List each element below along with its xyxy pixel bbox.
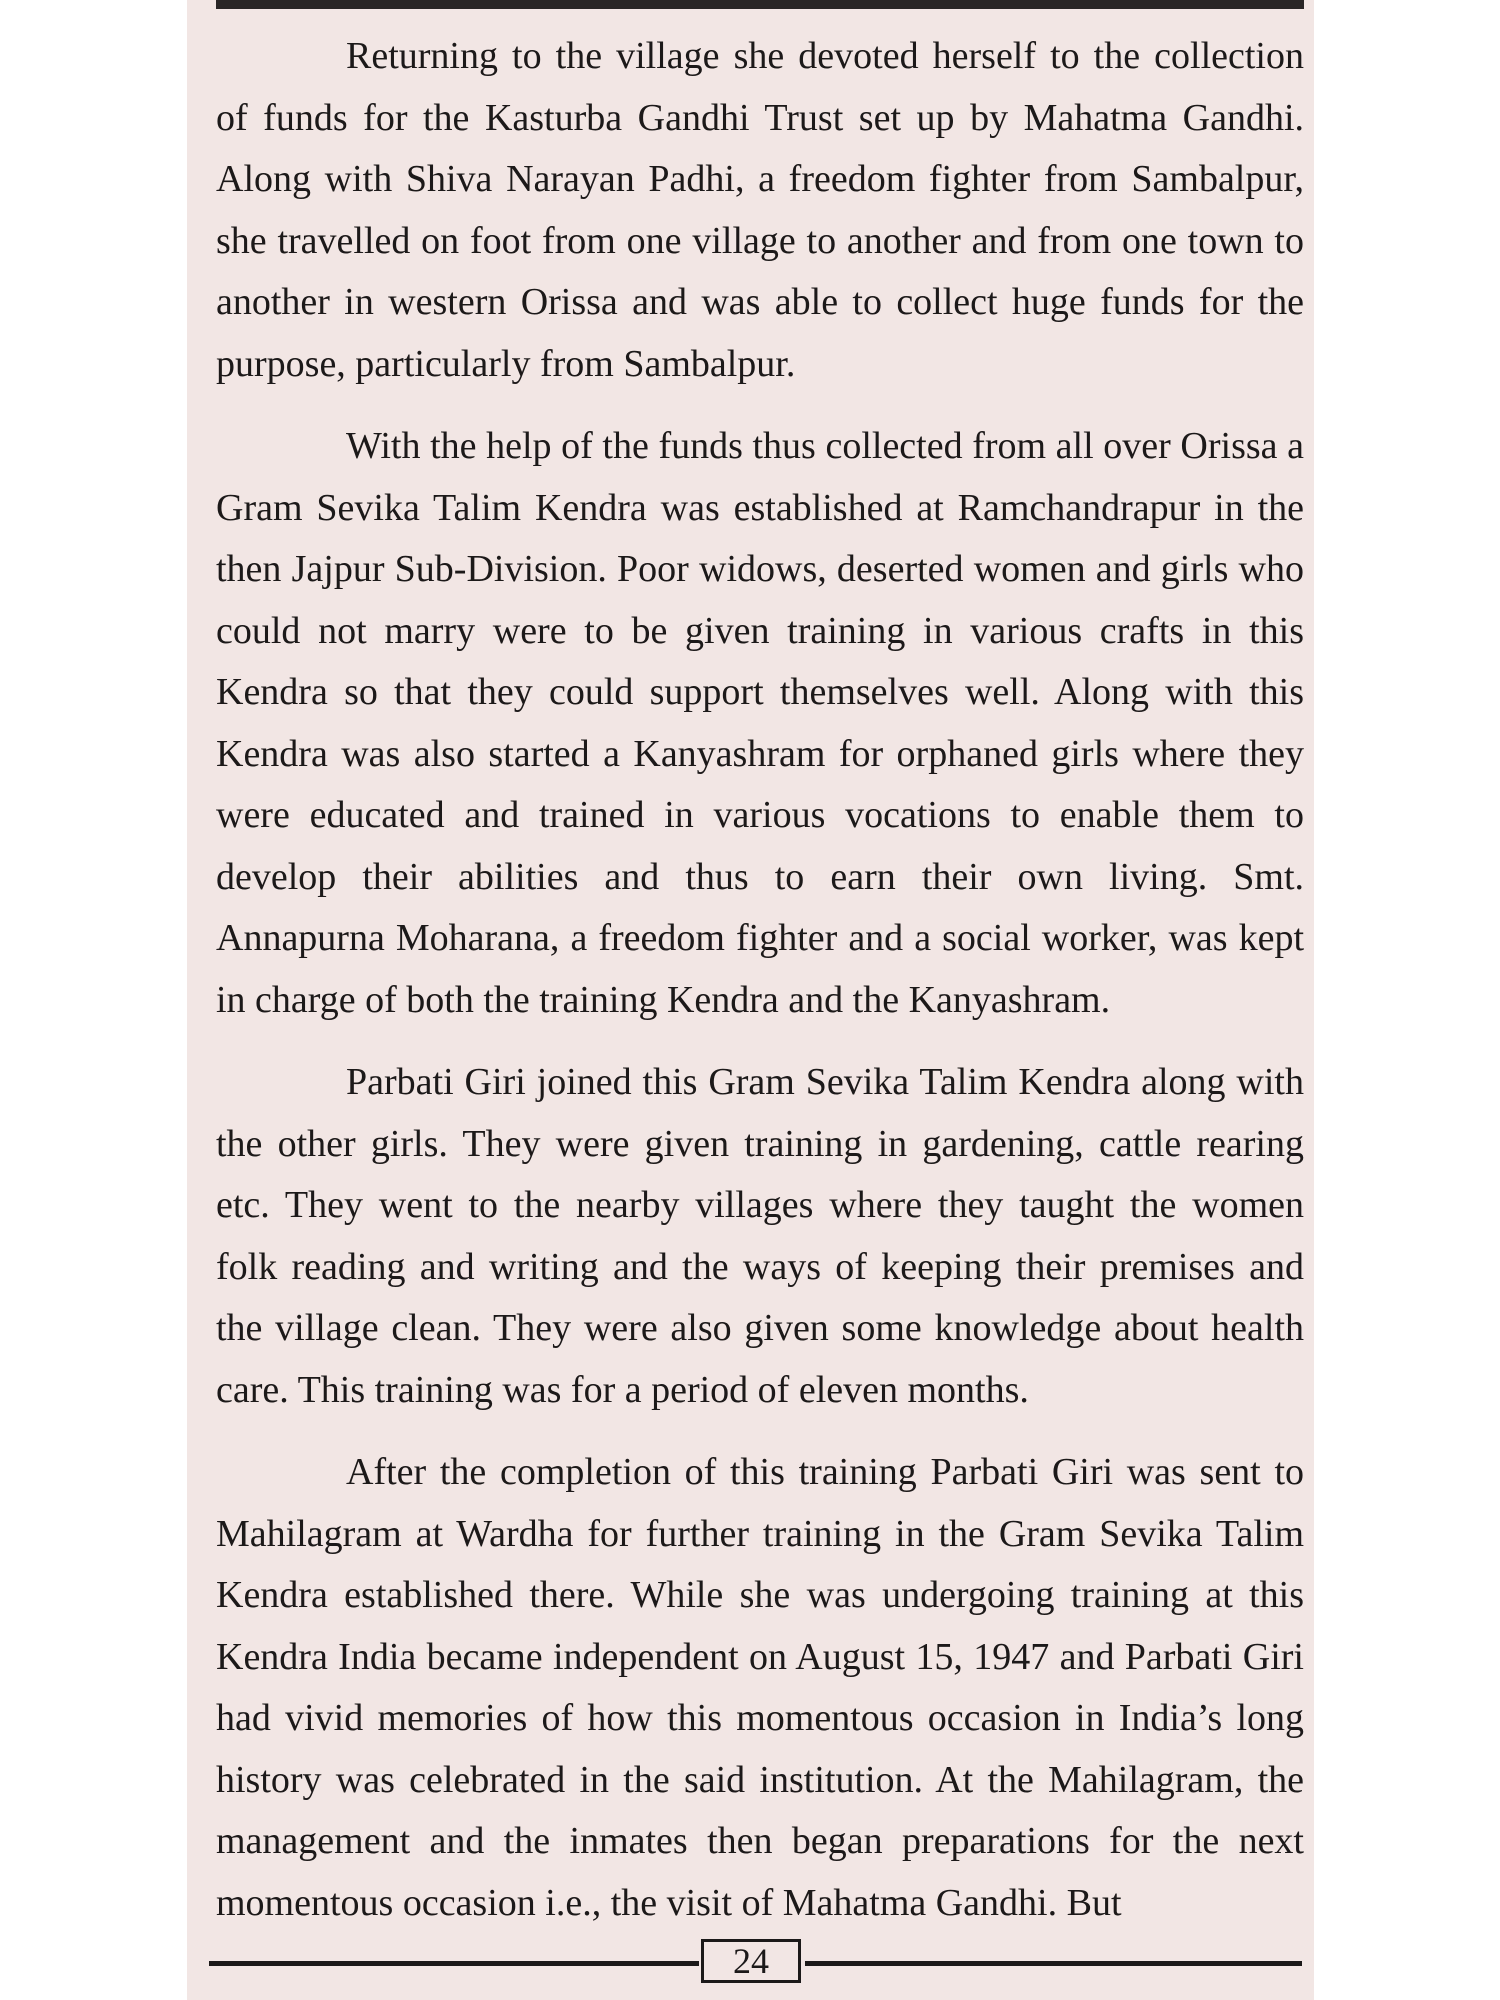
footer-rule-right (805, 1961, 1302, 1966)
paragraph-text: With the help of the funds thus collected from all over Orissa a Gram Sevika Talim Kendra was established at Ramchandrapur in the then Jajpur Sub-Division. Poor widows, deserted women and girls who could not marry were to be given training in various crafts in this Kendra so that they could support themselves well. Along with this Kendra was also started a Kanyashram for orphaned girls where they were educated and trained in various vocations to enable them to develop their abilities and thus to earn their own living. Smt. Annapurna Moharana, a freedom fighter and a social worker, was kept in charge of both the training Kendra and the Kanyashram. (216, 425, 1304, 1021)
paragraph-text: Returning to the village she devoted herself to the collection of funds for the Kasturba Gandhi Trust set up by Mahatma Gandhi. Along with Shiva Narayan Padhi, a freedom fighter from Sambalpur, she travelled on foot from one village to another and from one town to another in western Orissa and was able to collect huge funds for the purpose, particularly from Sambalpur. (216, 35, 1304, 385)
footer-rule-left (209, 1961, 699, 1966)
body-text (216, 26, 1304, 1934)
book-page (187, 0, 1314, 2000)
paragraph-text: Parbati Giri joined this Gram Sevika Talim Kendra along with the other girls. They were given training in gardening, cattle rearing etc. They went to the nearby villages where they taught the women folk reading and writing and the ways of keeping their premises and the village clean. They were also given some knowledge about health care. This training was for a period of eleven months. (216, 1061, 1304, 1411)
paragraph (216, 416, 1304, 1031)
page-number: 24 (701, 1939, 801, 1983)
paragraph-text: After the completion of this training Parbati Giri was sent to Mahilagram at Wardha for further training in the Gram Sevika Talim Kendra established there. While she was undergoing training at this Kendra India became independent on August 15, 1947 and Parbati Giri had vivid memories of how this momentous occasion in India’s long history was celebrated in the said institution. At the Mahilagram, the management and the inmates then began preparations for the next momentous occasion i.e., the visit of Mahatma Gandhi. But (216, 1451, 1304, 1924)
paragraph (216, 26, 1304, 395)
paragraph (216, 1052, 1304, 1421)
paragraph (216, 1442, 1304, 1934)
top-rule (216, 0, 1304, 9)
